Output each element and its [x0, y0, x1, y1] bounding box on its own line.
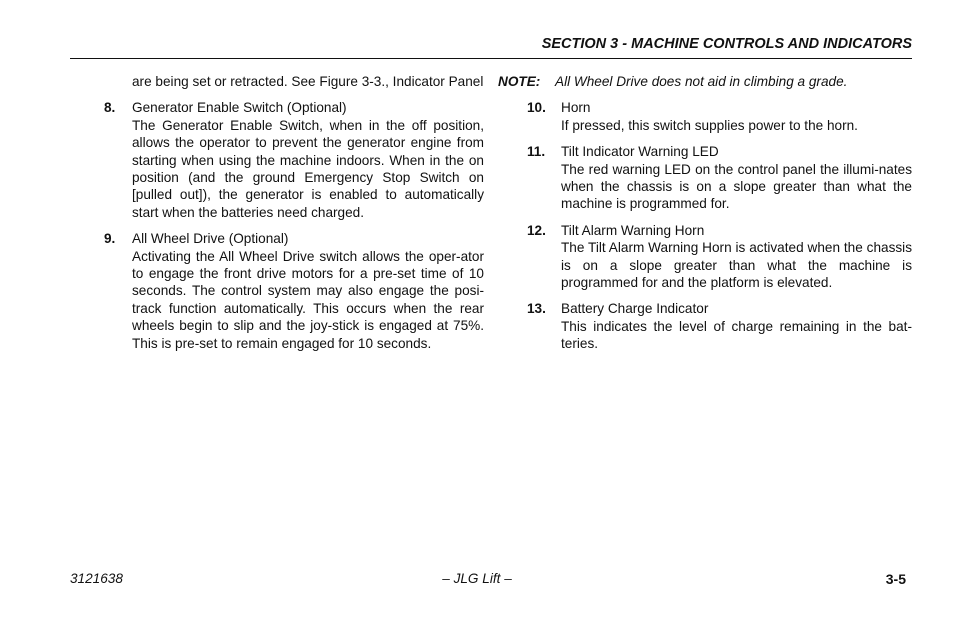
item-11-title: Tilt Indicator Warning LED [561, 144, 719, 160]
item-12-title: Tilt Alarm Warning Horn [561, 222, 705, 238]
item-11-number: 11. [527, 144, 546, 160]
item-9-heading [104, 230, 484, 247]
note-text: All Wheel Drive does not aid in climbing a grade. [555, 74, 848, 89]
item-9-body: Activating the All Wheel Drive switch allows the oper-ator to engage the front drive motors for a pre-set time of 10 seconds. The control system may also engage the posi-track function automatically. This occurs when the rear wheels begin to slip and the joy-stick is engaged at 75%. This is pre-set to remain engaged for 10 seconds. [132, 248, 484, 351]
item-9-number: 9. [104, 231, 116, 247]
item-12-body: The Tilt Alarm Warning Horn is activated when the chassis is on a slope greater than what the machine is programmed for and the platform is elevated. [561, 240, 912, 291]
item-10-number: 10. [527, 100, 546, 116]
continuation-text: are being set or retracted. See Figure 3-3., Indicator Panel [132, 74, 484, 89]
section-header: SECTION 3 - MACHINE CONTROLS AND INDICATORS [541, 36, 912, 52]
item-8-body: The Generator Enable Switch, when in the off position, allows the operator to prevent the generator engine from starting when using the machine indoors. When in the on position (and the ground Emergency Stop Switch on [pulled out]), the generator is enabled to automatically start when the batteries need charged. [132, 117, 484, 220]
note [498, 73, 912, 90]
item-13-title: Battery Charge Indicator [561, 301, 709, 317]
header-rule [70, 58, 912, 59]
item-11-heading [498, 143, 912, 160]
item-13-body: This indicates the level of charge remaining in the bat-teries. [561, 318, 912, 352]
item-12-number: 12. [527, 222, 546, 238]
item-8-heading [104, 99, 484, 116]
footer-page-number: 3-5 [885, 571, 906, 587]
footer-doc-number: 3121638 [70, 571, 123, 586]
left-column [104, 73, 484, 352]
note-label: NOTE: [498, 74, 541, 89]
item-10-title: Horn [561, 100, 591, 116]
footer-center: – JLG Lift – [442, 571, 512, 586]
item-8-title: Generator Enable Switch (Optional) [132, 100, 347, 116]
item-13-number: 13. [527, 301, 546, 317]
item-8-number: 8. [104, 100, 116, 116]
item-9-title: All Wheel Drive (Optional) [132, 231, 289, 247]
item-13-heading [498, 300, 912, 317]
right-column [498, 73, 912, 353]
item-10-heading [498, 99, 912, 116]
item-10-body: If pressed, this switch supplies power to the horn. [561, 117, 858, 133]
item-12-heading [498, 222, 912, 239]
item-11-body: The red warning LED on the control panel the illumi-nates when the chassis is on a slope greater than what the machine is programmed for. [561, 161, 912, 212]
